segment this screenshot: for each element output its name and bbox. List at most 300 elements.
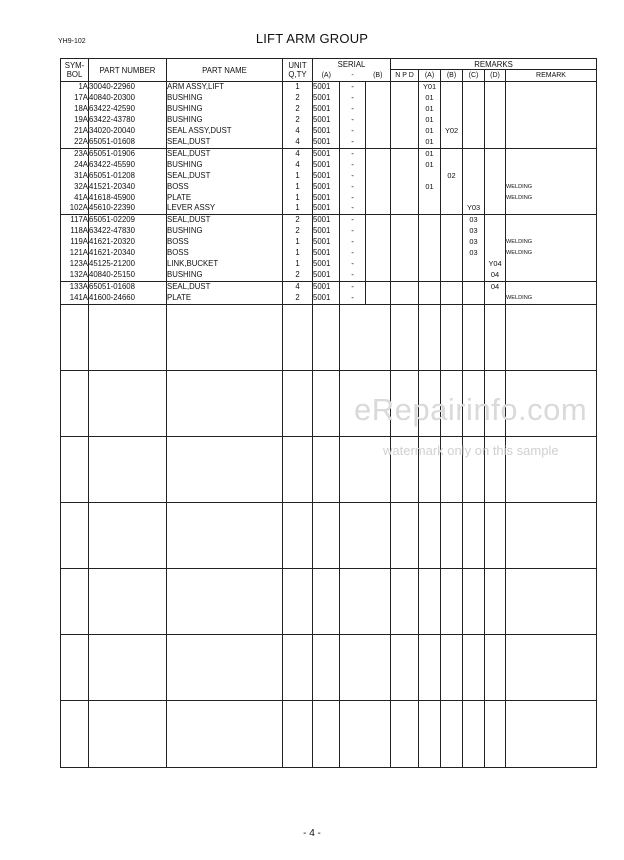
table-row xyxy=(61,203,597,214)
empty-cell xyxy=(463,635,485,701)
empty-cell xyxy=(463,503,485,569)
empty-cell xyxy=(61,569,89,635)
table-row xyxy=(61,193,597,204)
empty-cell xyxy=(506,635,597,701)
remark-d-cell xyxy=(485,126,506,137)
serial-to-cell xyxy=(366,270,391,281)
part-name-cell: SEAL ASSY,DUST xyxy=(167,126,283,137)
part-name-cell: PLATE xyxy=(167,293,283,304)
remark-b-cell xyxy=(441,104,463,115)
empty-cell xyxy=(441,701,463,768)
empty-cell xyxy=(391,305,419,371)
table-row xyxy=(61,160,597,171)
part-name-cell: BUSHING xyxy=(167,115,283,126)
part-name-cell: LEVER ASSY xyxy=(167,203,283,214)
table-row xyxy=(61,93,597,104)
npd-cell xyxy=(391,282,419,293)
serial-dash-cell: - xyxy=(340,259,366,270)
part-name-cell: SEAL,DUST xyxy=(167,148,283,159)
part-name-cell: BUSHING xyxy=(167,270,283,281)
part-number-cell: 63422-43780 xyxy=(89,115,167,126)
part-name-cell: BOSS xyxy=(167,182,283,193)
serial-to-cell xyxy=(366,237,391,248)
remark-c-cell xyxy=(463,104,485,115)
remark-b-cell xyxy=(441,237,463,248)
header-serial-a: (A) xyxy=(313,70,340,82)
quantity-cell: 4 xyxy=(283,137,313,148)
quantity-cell: 1 xyxy=(283,248,313,259)
remark-c-cell xyxy=(463,282,485,293)
npd-cell xyxy=(391,237,419,248)
part-number-cell: 65051-02209 xyxy=(89,215,167,226)
part-number-cell: 40840-20300 xyxy=(89,93,167,104)
table-row xyxy=(61,226,597,237)
table-row xyxy=(61,126,597,137)
serial-to-cell xyxy=(366,226,391,237)
remark-a-cell xyxy=(419,203,441,214)
part-number-cell: 41621-20340 xyxy=(89,248,167,259)
npd-cell xyxy=(391,82,419,93)
serial-dash-cell: - xyxy=(340,137,366,148)
npd-cell xyxy=(391,203,419,214)
empty-cell xyxy=(391,569,419,635)
quantity-cell: 4 xyxy=(283,160,313,171)
serial-dash-cell: - xyxy=(340,293,366,304)
remark-b-cell xyxy=(441,82,463,93)
serial-to-cell xyxy=(366,248,391,259)
symbol-cell: 32A xyxy=(61,182,89,193)
serial-from-cell: 5001 xyxy=(313,259,340,270)
remark-d-cell xyxy=(485,160,506,171)
remark-c-cell: 03 xyxy=(463,226,485,237)
quantity-cell: 1 xyxy=(283,82,313,93)
empty-cell xyxy=(391,701,419,768)
remark-c-cell xyxy=(463,160,485,171)
remark-d-cell: 04 xyxy=(485,282,506,293)
serial-from-cell: 5001 xyxy=(313,215,340,226)
empty-cell xyxy=(419,701,441,768)
remark-b-cell xyxy=(441,293,463,304)
remark-cell xyxy=(506,282,597,293)
remark-a-cell: 01 xyxy=(419,126,441,137)
remark-cell xyxy=(506,82,597,93)
empty-cell xyxy=(463,569,485,635)
empty-cell xyxy=(441,569,463,635)
remark-a-cell xyxy=(419,270,441,281)
remark-d-cell xyxy=(485,215,506,226)
serial-from-cell: 5001 xyxy=(313,82,340,93)
remark-b-cell xyxy=(441,248,463,259)
empty-cell xyxy=(283,437,313,503)
empty-cell xyxy=(366,569,391,635)
quantity-cell: 4 xyxy=(283,282,313,293)
symbol-cell: 119A xyxy=(61,237,89,248)
empty-cell xyxy=(167,437,283,503)
empty-cell xyxy=(485,305,506,371)
part-number-cell: 40840-25150 xyxy=(89,270,167,281)
part-name-cell: SEAL,DUST xyxy=(167,137,283,148)
remark-d-cell xyxy=(485,293,506,304)
symbol-cell: 133A xyxy=(61,282,89,293)
part-name-cell: BUSHING xyxy=(167,160,283,171)
remark-d-cell xyxy=(485,182,506,193)
part-number-cell: 41521-20340 xyxy=(89,182,167,193)
remark-cell xyxy=(506,259,597,270)
remark-b-cell xyxy=(441,226,463,237)
part-name-cell: BUSHING xyxy=(167,93,283,104)
serial-from-cell: 5001 xyxy=(313,148,340,159)
npd-cell xyxy=(391,104,419,115)
header-rem-d: (D) xyxy=(485,70,506,82)
serial-to-cell xyxy=(366,259,391,270)
serial-dash-cell: - xyxy=(340,160,366,171)
remark-cell xyxy=(506,203,597,214)
header-rem-c: (C) xyxy=(463,70,485,82)
table-row xyxy=(61,148,597,159)
remark-cell xyxy=(506,226,597,237)
empty-cell xyxy=(167,635,283,701)
part-number-cell: 63422-47830 xyxy=(89,226,167,237)
npd-cell xyxy=(391,126,419,137)
empty-cell xyxy=(61,701,89,768)
npd-cell xyxy=(391,93,419,104)
serial-to-cell xyxy=(366,148,391,159)
remark-c-cell: 03 xyxy=(463,215,485,226)
npd-cell xyxy=(391,171,419,182)
document-id: YH9-102 xyxy=(58,38,86,45)
empty-cell xyxy=(313,503,340,569)
quantity-cell: 1 xyxy=(283,193,313,204)
remark-d-cell xyxy=(485,248,506,259)
empty-cell xyxy=(419,569,441,635)
remark-a-cell: 01 xyxy=(419,160,441,171)
empty-cell xyxy=(313,569,340,635)
table-row xyxy=(61,293,597,304)
serial-from-cell: 5001 xyxy=(313,203,340,214)
serial-from-cell: 5001 xyxy=(313,282,340,293)
serial-to-cell xyxy=(366,82,391,93)
empty-cell xyxy=(283,635,313,701)
npd-cell xyxy=(391,148,419,159)
serial-to-cell xyxy=(366,293,391,304)
remark-b-cell xyxy=(441,137,463,148)
serial-dash-cell: - xyxy=(340,215,366,226)
remark-a-cell: 01 xyxy=(419,182,441,193)
remark-d-cell xyxy=(485,226,506,237)
npd-cell xyxy=(391,270,419,281)
blank-row-group xyxy=(61,503,597,569)
remark-cell: WELDING xyxy=(506,293,597,304)
remark-d-cell: Y04 xyxy=(485,259,506,270)
table-row xyxy=(61,82,597,93)
empty-cell xyxy=(313,305,340,371)
blank-row-group xyxy=(61,635,597,701)
header-unit-qty: UNIT Q,TY xyxy=(283,59,313,82)
remark-b-cell xyxy=(441,193,463,204)
npd-cell xyxy=(391,193,419,204)
empty-cell xyxy=(419,503,441,569)
quantity-cell: 1 xyxy=(283,171,313,182)
symbol-cell: 22A xyxy=(61,137,89,148)
remark-a-cell xyxy=(419,259,441,270)
remark-cell xyxy=(506,126,597,137)
remark-b-cell xyxy=(441,203,463,214)
symbol-cell: 1A xyxy=(61,82,89,93)
symbol-cell: 141A xyxy=(61,293,89,304)
quantity-cell: 2 xyxy=(283,226,313,237)
serial-to-cell xyxy=(366,282,391,293)
serial-from-cell: 5001 xyxy=(313,248,340,259)
header-rem-a: (A) xyxy=(419,70,441,82)
empty-cell xyxy=(89,635,167,701)
remark-c-cell xyxy=(463,171,485,182)
empty-cell xyxy=(89,437,167,503)
empty-cell xyxy=(167,569,283,635)
blank-row-group xyxy=(61,701,597,768)
empty-cell xyxy=(313,371,340,437)
remark-c-cell xyxy=(463,193,485,204)
table-row xyxy=(61,182,597,193)
empty-cell xyxy=(366,635,391,701)
remark-d-cell xyxy=(485,171,506,182)
part-number-cell: 41600-24660 xyxy=(89,293,167,304)
empty-cell xyxy=(366,305,391,371)
remark-b-cell xyxy=(441,148,463,159)
serial-from-cell: 5001 xyxy=(313,115,340,126)
empty-cell xyxy=(167,701,283,768)
quantity-cell: 1 xyxy=(283,259,313,270)
empty-cell xyxy=(441,305,463,371)
remark-c-cell xyxy=(463,137,485,148)
serial-from-cell: 5001 xyxy=(313,160,340,171)
header-serial-b: (B) xyxy=(366,70,391,82)
serial-from-cell: 5001 xyxy=(313,126,340,137)
remark-a-cell xyxy=(419,226,441,237)
symbol-cell: 21A xyxy=(61,126,89,137)
symbol-cell: 19A xyxy=(61,115,89,126)
remark-cell xyxy=(506,104,597,115)
npd-cell xyxy=(391,115,419,126)
serial-to-cell xyxy=(366,171,391,182)
part-name-cell: PLATE xyxy=(167,193,283,204)
serial-to-cell xyxy=(366,137,391,148)
serial-dash-cell: - xyxy=(340,226,366,237)
empty-cell xyxy=(366,503,391,569)
remark-c-cell: Y03 xyxy=(463,203,485,214)
empty-cell xyxy=(340,635,366,701)
empty-cell xyxy=(419,305,441,371)
table-row xyxy=(61,104,597,115)
empty-cell xyxy=(61,437,89,503)
header-remark: REMARK xyxy=(506,70,597,82)
empty-cell xyxy=(366,701,391,768)
remark-c-cell xyxy=(463,82,485,93)
symbol-cell: 41A xyxy=(61,193,89,204)
part-number-cell: 65051-01608 xyxy=(89,282,167,293)
empty-cell xyxy=(485,701,506,768)
remark-cell: WELDING xyxy=(506,182,597,193)
remark-c-cell xyxy=(463,115,485,126)
remark-cell xyxy=(506,115,597,126)
serial-to-cell xyxy=(366,93,391,104)
serial-to-cell xyxy=(366,182,391,193)
part-name-cell: SEAL,DUST xyxy=(167,215,283,226)
remark-cell: WELDING xyxy=(506,237,597,248)
remark-d-cell xyxy=(485,93,506,104)
serial-dash-cell: - xyxy=(340,282,366,293)
empty-cell xyxy=(391,635,419,701)
remark-cell xyxy=(506,171,597,182)
remark-d-cell xyxy=(485,137,506,148)
serial-from-cell: 5001 xyxy=(313,171,340,182)
table-row xyxy=(61,137,597,148)
serial-from-cell: 5001 xyxy=(313,270,340,281)
remark-b-cell xyxy=(441,182,463,193)
header-remarks: REMARKS xyxy=(391,59,597,70)
remark-d-cell xyxy=(485,203,506,214)
blank-row-group xyxy=(61,569,597,635)
npd-cell xyxy=(391,215,419,226)
symbol-cell: 117A xyxy=(61,215,89,226)
table-row xyxy=(61,270,597,281)
remark-b-cell xyxy=(441,160,463,171)
serial-from-cell: 5001 xyxy=(313,137,340,148)
empty-cell xyxy=(283,305,313,371)
quantity-cell: 1 xyxy=(283,203,313,214)
quantity-cell: 2 xyxy=(283,270,313,281)
part-name-cell: BUSHING xyxy=(167,104,283,115)
quantity-cell: 1 xyxy=(283,182,313,193)
remark-a-cell: 01 xyxy=(419,93,441,104)
empty-cell xyxy=(61,503,89,569)
empty-cell xyxy=(89,701,167,768)
header-serial-dash: - xyxy=(340,70,366,82)
symbol-cell: 24A xyxy=(61,160,89,171)
part-name-cell: SEAL,DUST xyxy=(167,171,283,182)
header-npd: N P D xyxy=(391,70,419,82)
empty-cell xyxy=(313,701,340,768)
symbol-cell: 23A xyxy=(61,148,89,159)
serial-dash-cell: - xyxy=(340,93,366,104)
empty-cell xyxy=(391,503,419,569)
table-row xyxy=(61,237,597,248)
table-row xyxy=(61,115,597,126)
serial-dash-cell: - xyxy=(340,270,366,281)
serial-to-cell xyxy=(366,160,391,171)
remark-cell: WELDING xyxy=(506,193,597,204)
table-row xyxy=(61,259,597,270)
empty-cell xyxy=(89,371,167,437)
remark-c-cell xyxy=(463,93,485,104)
serial-dash-cell: - xyxy=(340,237,366,248)
serial-dash-cell: - xyxy=(340,104,366,115)
serial-to-cell xyxy=(366,193,391,204)
symbol-cell: 17A xyxy=(61,93,89,104)
remark-a-cell xyxy=(419,237,441,248)
empty-cell xyxy=(61,305,89,371)
remark-a-cell: Y01 xyxy=(419,82,441,93)
table-row xyxy=(61,215,597,226)
empty-cell xyxy=(441,635,463,701)
remark-a-cell xyxy=(419,215,441,226)
serial-dash-cell: - xyxy=(340,115,366,126)
header-rem-b: (B) xyxy=(441,70,463,82)
part-name-cell: BOSS xyxy=(167,248,283,259)
quantity-cell: 2 xyxy=(283,115,313,126)
remark-c-cell xyxy=(463,293,485,304)
empty-cell xyxy=(340,503,366,569)
remark-b-cell xyxy=(441,93,463,104)
remark-a-cell xyxy=(419,282,441,293)
serial-from-cell: 5001 xyxy=(313,293,340,304)
remark-a-cell xyxy=(419,248,441,259)
symbol-cell: 132A xyxy=(61,270,89,281)
remark-c-cell xyxy=(463,182,485,193)
serial-dash-cell: - xyxy=(340,203,366,214)
npd-cell xyxy=(391,293,419,304)
remark-a-cell xyxy=(419,193,441,204)
part-number-cell: 63422-45590 xyxy=(89,160,167,171)
npd-cell xyxy=(391,259,419,270)
empty-cell xyxy=(61,635,89,701)
empty-cell xyxy=(283,569,313,635)
page-title: LIFT ARM GROUP xyxy=(255,31,369,46)
part-number-cell: 34020-20040 xyxy=(89,126,167,137)
serial-to-cell xyxy=(366,126,391,137)
part-name-cell: LINK,BUCKET xyxy=(167,259,283,270)
empty-cell xyxy=(485,635,506,701)
empty-cell xyxy=(506,701,597,768)
empty-cell xyxy=(340,569,366,635)
remark-a-cell: 01 xyxy=(419,115,441,126)
serial-to-cell xyxy=(366,115,391,126)
table-row xyxy=(61,171,597,182)
remark-b-cell xyxy=(441,115,463,126)
remark-b-cell: 02 xyxy=(441,171,463,182)
symbol-cell: 121A xyxy=(61,248,89,259)
empty-cell xyxy=(283,503,313,569)
empty-cell xyxy=(89,503,167,569)
symbol-cell: 123A xyxy=(61,259,89,270)
remark-c-cell xyxy=(463,126,485,137)
serial-dash-cell: - xyxy=(340,193,366,204)
empty-cell xyxy=(340,701,366,768)
empty-cell xyxy=(506,305,597,371)
serial-from-cell: 5001 xyxy=(313,104,340,115)
remark-c-cell xyxy=(463,270,485,281)
empty-cell xyxy=(506,569,597,635)
remark-d-cell: 04 xyxy=(485,270,506,281)
remark-c-cell xyxy=(463,148,485,159)
serial-dash-cell: - xyxy=(340,248,366,259)
npd-cell xyxy=(391,248,419,259)
remark-d-cell xyxy=(485,193,506,204)
remark-c-cell: 03 xyxy=(463,248,485,259)
serial-from-cell: 5001 xyxy=(313,193,340,204)
serial-dash-cell: - xyxy=(340,171,366,182)
empty-cell xyxy=(89,305,167,371)
header-part-number: PART NUMBER xyxy=(89,59,167,82)
quantity-cell: 2 xyxy=(283,93,313,104)
serial-dash-cell: - xyxy=(340,182,366,193)
remark-b-cell xyxy=(441,282,463,293)
remark-cell xyxy=(506,215,597,226)
remark-cell xyxy=(506,270,597,281)
part-name-cell: SEAL,DUST xyxy=(167,282,283,293)
serial-from-cell: 5001 xyxy=(313,182,340,193)
part-name-cell: BOSS xyxy=(167,237,283,248)
symbol-cell: 31A xyxy=(61,171,89,182)
